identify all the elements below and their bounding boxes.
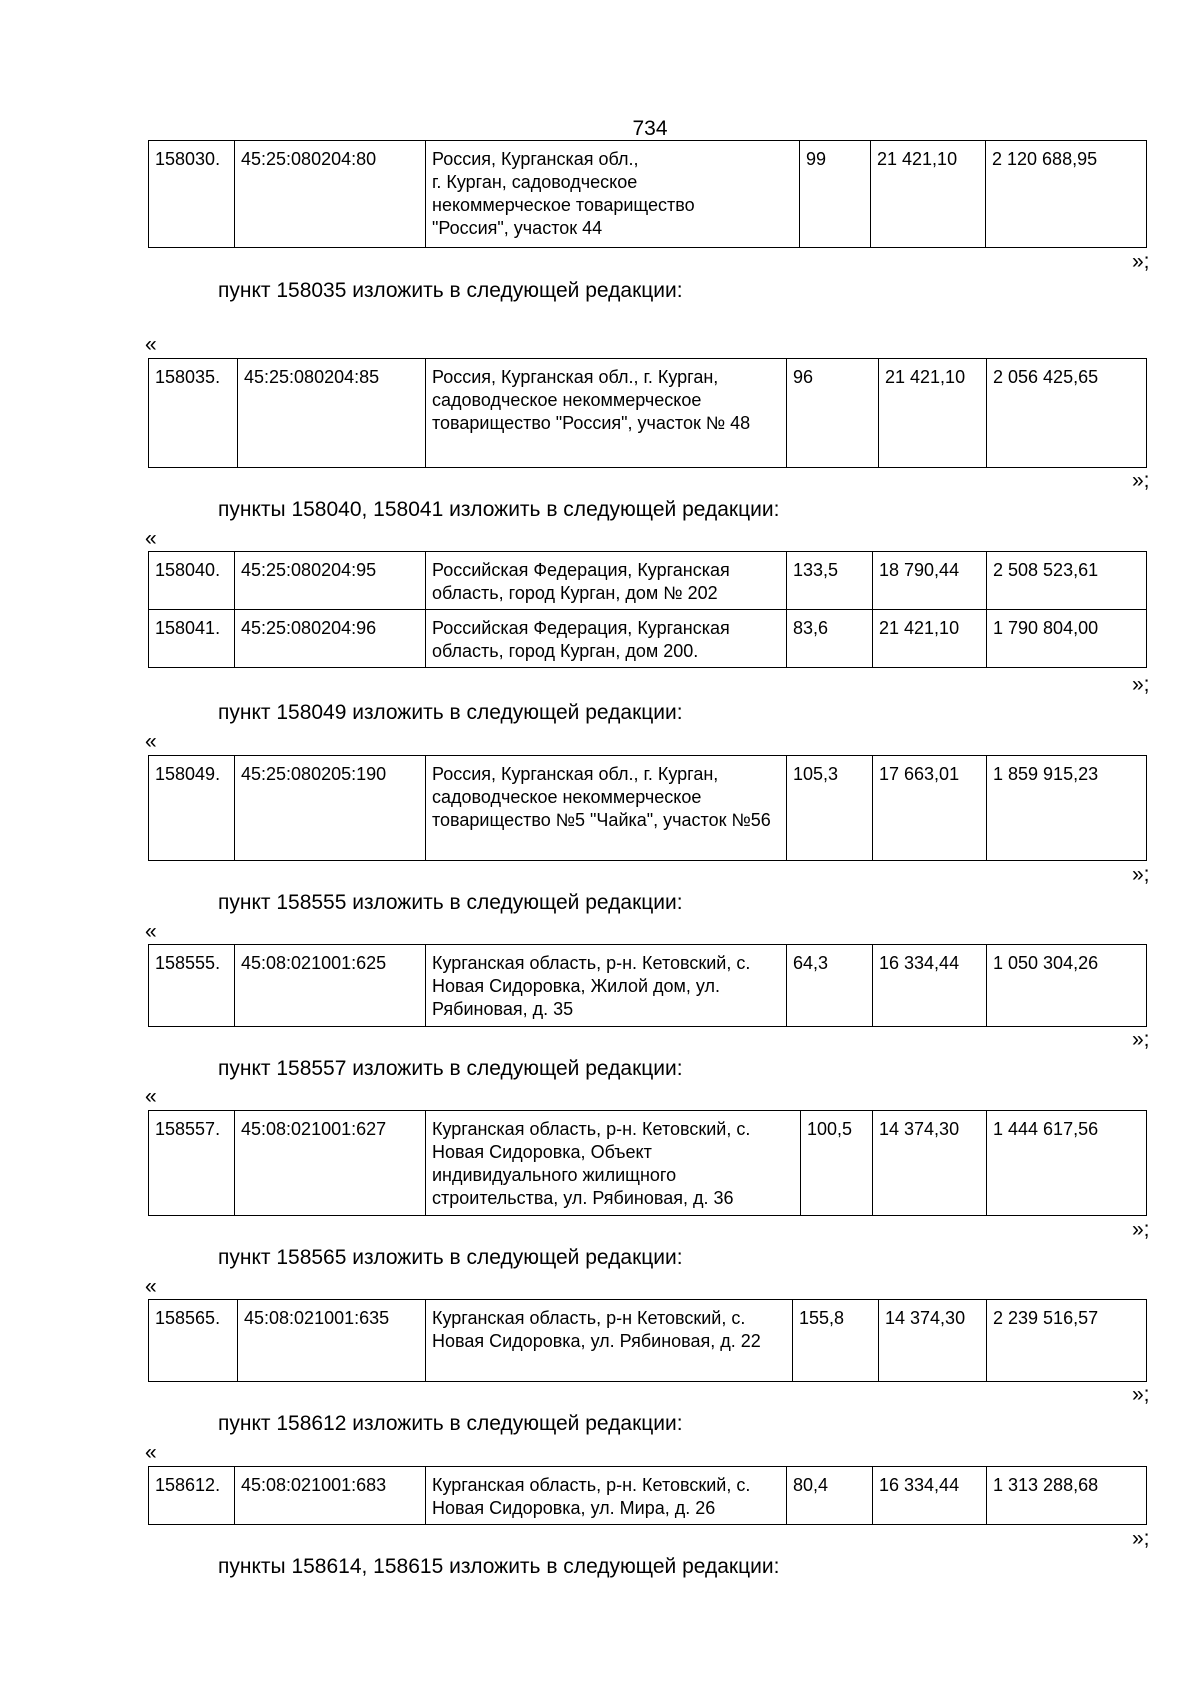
cell-address: Российская Федерация, Курганская область, город Курган, дом 200. xyxy=(426,610,787,668)
cell-number: 158557. xyxy=(149,1111,235,1216)
record-table xyxy=(148,140,1147,248)
cell-area: 133,5 xyxy=(787,552,873,610)
cell-value: 1 444 617,56 xyxy=(987,1111,1147,1216)
cell-rate: 16 334,44 xyxy=(873,1467,987,1525)
cell-address: Россия, Курганская обл., г. Курган, садоводческое некоммерческое товарищество №5 "Чайка", участок №56 xyxy=(426,756,787,861)
closing-quote: »; xyxy=(1132,469,1150,492)
cell-cadastral: 45:25:080204:96 xyxy=(235,610,426,668)
table-row xyxy=(149,1300,1147,1382)
record-table xyxy=(148,755,1147,861)
record-table xyxy=(148,1110,1147,1216)
cell-address: Российская Федерация, Курганская область, город Курган, дом № 202 xyxy=(426,552,787,610)
instruction-text: пункт 158557 изложить в следующей редакции: xyxy=(218,1057,683,1080)
record-table xyxy=(148,1299,1147,1382)
record-table xyxy=(148,1466,1147,1525)
cell-number: 158040. xyxy=(149,552,235,610)
closing-quote: »; xyxy=(1132,1028,1150,1051)
table-row xyxy=(149,141,1147,248)
cell-rate: 18 790,44 xyxy=(873,552,987,610)
instruction-text: пункты 158040, 158041 изложить в следующей редакции: xyxy=(218,498,780,521)
cell-value: 2 239 516,57 xyxy=(987,1300,1147,1382)
opening-quote: « xyxy=(145,1275,157,1298)
instruction-text: пункт 158035 изложить в следующей редакции: xyxy=(218,279,683,302)
table-row xyxy=(149,1111,1147,1216)
closing-quote: »; xyxy=(1132,1383,1150,1406)
cell-value: 2 056 425,65 xyxy=(987,359,1147,468)
cell-cadastral: 45:25:080204:85 xyxy=(238,359,426,468)
cell-rate: 17 663,01 xyxy=(873,756,987,861)
instruction-text: пункт 158555 изложить в следующей редакции: xyxy=(218,891,683,914)
cell-value: 1 050 304,26 xyxy=(987,945,1147,1027)
opening-quote: « xyxy=(145,1085,157,1108)
cell-cadastral: 45:08:021001:683 xyxy=(235,1467,426,1525)
cell-area: 83,6 xyxy=(787,610,873,668)
cell-rate: 14 374,30 xyxy=(873,1111,987,1216)
closing-quote: »; xyxy=(1132,250,1150,273)
instruction-text: пункт 158049 изложить в следующей редакции: xyxy=(218,701,683,724)
cell-number: 158041. xyxy=(149,610,235,668)
cell-number: 158030. xyxy=(149,141,235,248)
cell-area: 64,3 xyxy=(787,945,873,1027)
cell-address: Курганская область, р-н. Кетовский, с. Новая Сидоровка, ул. Мира, д. 26 xyxy=(426,1467,787,1525)
opening-quote: « xyxy=(145,333,157,356)
closing-quote: »; xyxy=(1132,1527,1150,1550)
closing-quote: »; xyxy=(1132,673,1150,696)
record-table xyxy=(148,551,1147,668)
instruction-text: пункты 158614, 158615 изложить в следующей редакции: xyxy=(218,1555,780,1578)
cell-cadastral: 45:08:021001:635 xyxy=(238,1300,426,1382)
cell-cadastral: 45:25:080204:80 xyxy=(235,141,426,248)
cell-cadastral: 45:25:080205:190 xyxy=(235,756,426,861)
cell-rate: 21 421,10 xyxy=(879,359,987,468)
cell-number: 158612. xyxy=(149,1467,235,1525)
cell-area: 80,4 xyxy=(787,1467,873,1525)
cell-address: Курганская область, р-н. Кетовский, с. Новая Сидоровка, Жилой дом, ул. Рябиновая, д. 35 xyxy=(426,945,787,1027)
cell-area: 99 xyxy=(800,141,871,248)
table-row xyxy=(149,1467,1147,1525)
table-row xyxy=(149,359,1147,468)
table-row xyxy=(149,945,1147,1027)
record-table xyxy=(148,944,1147,1027)
cell-area: 100,5 xyxy=(801,1111,873,1216)
opening-quote: « xyxy=(145,1441,157,1464)
cell-address: Россия, Курганская обл., г. Курган, садоводческое некоммерческое товарищество "Россия", участок № 48 xyxy=(426,359,787,468)
cell-cadastral: 45:25:080204:95 xyxy=(235,552,426,610)
cell-address: Россия, Курганская обл., г. Курган, садоводческое некоммерческое товарищество "Россия", участок 44 xyxy=(426,141,800,248)
cell-rate: 16 334,44 xyxy=(873,945,987,1027)
record-table xyxy=(148,358,1147,468)
opening-quote: « xyxy=(145,527,157,550)
table-row xyxy=(149,610,1147,668)
cell-area: 155,8 xyxy=(793,1300,879,1382)
cell-area: 105,3 xyxy=(787,756,873,861)
cell-cadastral: 45:08:021001:625 xyxy=(235,945,426,1027)
cell-rate: 21 421,10 xyxy=(873,610,987,668)
opening-quote: « xyxy=(145,730,157,753)
cell-cadastral: 45:08:021001:627 xyxy=(235,1111,426,1216)
cell-value: 2 120 688,95 xyxy=(986,141,1147,248)
cell-number: 158565. xyxy=(149,1300,238,1382)
cell-value: 1 790 804,00 xyxy=(987,610,1147,668)
cell-rate: 21 421,10 xyxy=(871,141,986,248)
table-row xyxy=(149,552,1147,610)
cell-value: 1 313 288,68 xyxy=(987,1467,1147,1525)
instruction-text: пункт 158565 изложить в следующей редакции: xyxy=(218,1246,683,1269)
cell-address: Курганская область, р-н. Кетовский, с. Новая Сидоровка, Объект индивидуального жилищного строительства, ул. Рябиновая, д. 36 xyxy=(426,1111,801,1216)
cell-address: Курганская область, р-н Кетовский, с. Новая Сидоровка, ул. Рябиновая, д. 22 xyxy=(426,1300,793,1382)
cell-rate: 14 374,30 xyxy=(879,1300,987,1382)
cell-number: 158555. xyxy=(149,945,235,1027)
page-number: 734 xyxy=(632,117,668,140)
opening-quote: « xyxy=(145,920,157,943)
cell-value: 2 508 523,61 xyxy=(987,552,1147,610)
instruction-text: пункт 158612 изложить в следующей редакции: xyxy=(218,1412,683,1435)
closing-quote: »; xyxy=(1132,1218,1150,1241)
cell-area: 96 xyxy=(787,359,879,468)
cell-number: 158035. xyxy=(149,359,238,468)
closing-quote: »; xyxy=(1132,863,1150,886)
cell-number: 158049. xyxy=(149,756,235,861)
cell-value: 1 859 915,23 xyxy=(987,756,1147,861)
table-row xyxy=(149,756,1147,861)
